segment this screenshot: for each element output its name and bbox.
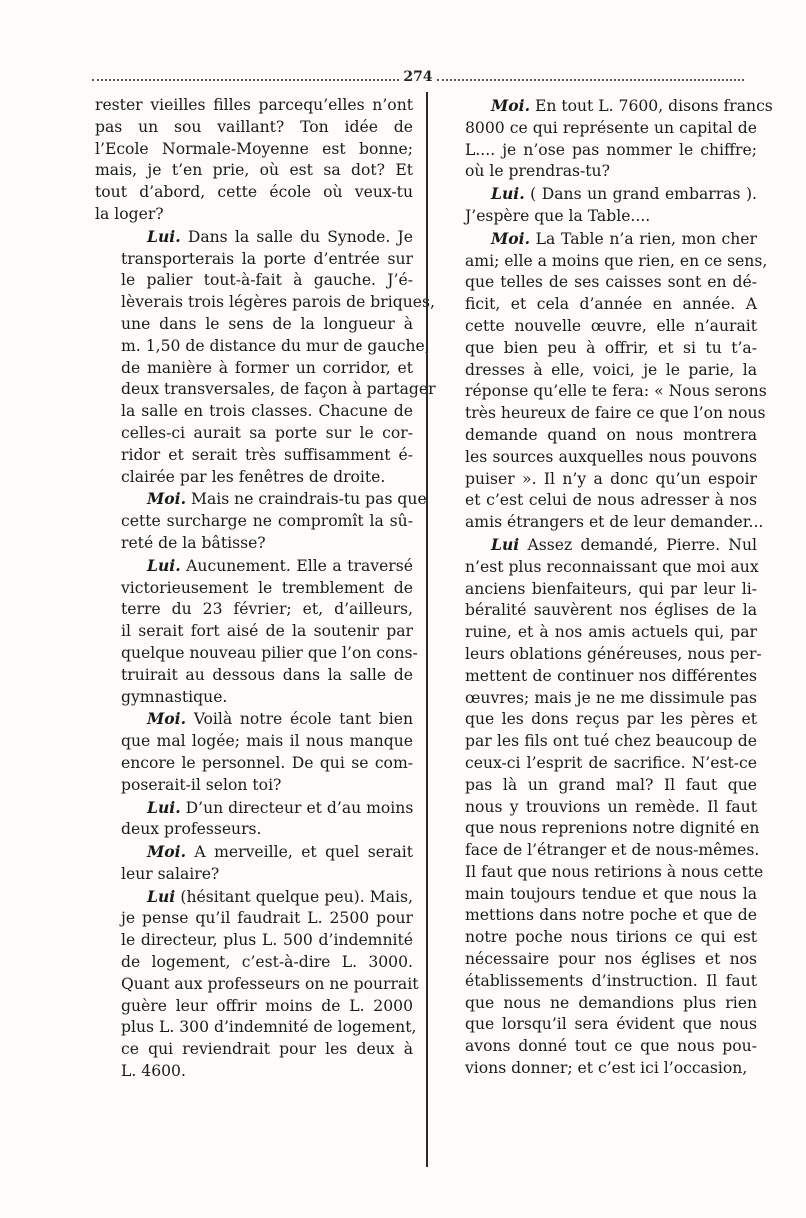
speaker-label: Lui. xyxy=(147,797,181,817)
text-line: Lui. D’un directeur et d’au moins xyxy=(147,797,414,817)
right-column xyxy=(439,95,773,1080)
text-line: cette nouvelle œuvre, elle n’aurait xyxy=(465,316,757,335)
text-line: Il faut que nous retirions à nous cette xyxy=(465,862,764,881)
text-line: face de l’étranger et de nous-mêmes. xyxy=(465,841,760,860)
text-line: Moi. La Table n’a rien, mon cher xyxy=(491,228,757,248)
speaker-label: Lui. xyxy=(147,226,181,246)
text-line: terre du 23 février; et, d’ailleurs, xyxy=(121,600,413,619)
text-line: 8000 ce qui représente un capital de xyxy=(465,118,757,137)
text-line: où le prendras-tu? xyxy=(465,162,610,181)
text-line: cette surcharge ne compromît la sû- xyxy=(121,512,413,531)
text-line: ficit, et cela d’année en année. A xyxy=(465,295,757,314)
text-line: établissements d’instruction. Il faut xyxy=(465,971,757,990)
speaker-label: Moi. xyxy=(147,489,187,509)
paragraph xyxy=(95,226,436,489)
text-line: réponse qu’elle te fera: « Nous serons xyxy=(465,382,767,401)
text-line: mettions dans notre poche et que de xyxy=(465,906,757,925)
text-line: avons donné tout ce que nous pou- xyxy=(465,1037,757,1056)
text-line: pas un sou vaillant? Ton idée de xyxy=(95,117,413,136)
paragraph xyxy=(439,228,768,534)
page-header xyxy=(92,66,744,88)
text-line: demande quand on nous montrera xyxy=(465,425,757,444)
speaker-label: Lui. xyxy=(147,555,181,575)
text-line: leurs oblations généreuses, nous per- xyxy=(465,644,762,663)
text-line: victorieusement le tremblement de xyxy=(121,578,413,597)
text-line: Moi. A merveille, et quel serait xyxy=(147,842,413,862)
text-line: ami; elle a moins que rien, en ce sens, xyxy=(465,251,768,270)
speaker-label: Lui. xyxy=(491,184,525,204)
text-line: très heureux de faire ce que l’on nous xyxy=(465,404,766,423)
text-line: notre poche nous tirions ce qui est xyxy=(465,928,757,947)
text-line: de manière à former un corridor, et xyxy=(121,358,413,377)
text-line: une dans le sens de la longueur à xyxy=(121,314,413,333)
text-line: Moi. Mais ne craindrais-tu pas que xyxy=(147,489,427,509)
text-line: anciens bienfaiteurs, qui par leur li- xyxy=(465,579,757,598)
text-line: Lui (hésitant quelque peu). Mais, xyxy=(147,886,413,906)
text-line: L.... je n’ose pas nommer le chiffre; xyxy=(465,140,757,159)
text-line: rester vieilles filles parcequ’elles n’ont xyxy=(95,96,413,114)
paragraph xyxy=(95,797,413,842)
paragraph xyxy=(95,555,418,709)
text-line: ridor et serait très suffisamment é- xyxy=(121,445,413,464)
text-line: par les fils ont tué chez beaucoup de xyxy=(465,732,757,751)
text-line: J’espère que la Table.... xyxy=(465,206,651,225)
text-line: ceux-ci l’esprit de sacrifice. N’est-ce xyxy=(465,753,757,772)
text-line: le palier tout-à-fait à gauche. J’é- xyxy=(121,271,413,290)
speaker-label: Moi. xyxy=(491,228,531,248)
paragraph xyxy=(95,708,413,796)
text-line: il serait fort aisé de la soutenir par xyxy=(121,622,413,641)
text-line: mais, je t’en prie, où est sa dot? Et xyxy=(95,161,413,180)
speaker-label: Moi. xyxy=(491,96,531,115)
text-line: Moi. Voilà notre école tant bien xyxy=(147,709,413,729)
header-rule-right xyxy=(437,79,744,81)
text-line: n’est plus reconnaissant que moi aux xyxy=(465,557,759,576)
text-line: que nous reprenions notre dignité en xyxy=(465,819,760,838)
text-line: gymnastique. xyxy=(121,687,228,706)
speaker-label: Moi. xyxy=(147,709,187,729)
text-line: guère leur offrir moins de L. 2000 xyxy=(121,996,413,1015)
text-line: et c’est celui de nous adresser à nos xyxy=(465,491,757,510)
text-line: que mal logée; mais il nous manque xyxy=(121,732,413,751)
paragraph xyxy=(439,534,764,1080)
text-line: vions donner; et c’est ici l’occasion, xyxy=(465,1059,748,1078)
text-line: que bien peu à offrir, et si tu t’a- xyxy=(465,338,757,357)
text-line: que telles de ses caisses sont en dé- xyxy=(465,273,757,292)
page-number: 274 xyxy=(403,69,433,85)
text-line: la salle en trois classes. Chacune de xyxy=(121,402,413,421)
paragraph xyxy=(439,95,773,183)
text-line: œuvres; mais je ne me dissimule pas xyxy=(465,688,757,707)
text-line: deux professeurs. xyxy=(121,820,262,839)
text-line: quelque nouveau pilier que l’on cons- xyxy=(121,643,418,662)
column-divider xyxy=(426,92,428,1167)
text-line: ruine, et à nos amis actuels qui, par xyxy=(465,623,757,642)
text-line: mettent de continuer nos différentes xyxy=(465,666,757,685)
text-line: pas là un grand mal? Il faut que xyxy=(465,775,757,794)
paragraph xyxy=(95,95,413,226)
text-line: ce qui reviendrait pour les deux à xyxy=(121,1040,413,1059)
header-rule-left xyxy=(92,79,399,81)
text-line: dresses à elle, voici, je le parie, la xyxy=(465,360,757,379)
text-line: Lui. Dans la salle du Synode. Je xyxy=(147,226,413,246)
text-line: reté de la bâtisse? xyxy=(121,533,266,552)
text-line: que nous ne demandions plus rien xyxy=(465,993,757,1012)
text-line: Lui. Aucunement. Elle a traversé xyxy=(147,555,413,575)
text-line: deux transversales, de façon à partager xyxy=(121,380,436,399)
text-line: que lorsqu’il sera évident que nous xyxy=(465,1015,757,1034)
text-line: Quant aux professeurs on ne pourrait xyxy=(121,974,419,993)
text-line: béralité sauvèrent nos églises de la xyxy=(465,601,757,620)
text-line: puiser ». Il n’y a donc qu’un espoir xyxy=(465,469,757,488)
left-column xyxy=(95,95,436,1083)
text-line: le directeur, plus L. 500 d’indemnité xyxy=(121,931,413,950)
text-line: tout d’abord, cette école où veux-tu xyxy=(95,183,413,202)
speaker-label: Lui xyxy=(147,886,176,906)
text-line: amis étrangers et de leur demander... xyxy=(465,513,764,532)
text-line: celles-ci aurait sa porte sur le cor- xyxy=(121,423,413,442)
text-line: truirait au dessous dans la salle de xyxy=(121,665,413,684)
speaker-label: Moi. xyxy=(147,842,187,862)
text-line: que les dons reçus par les pères et xyxy=(465,710,757,729)
text-line: nécessaire pour nos églises et nos xyxy=(465,950,757,969)
paragraph xyxy=(95,886,419,1083)
text-line: de logement, c’est-à-dire L. 3000. xyxy=(121,953,413,972)
speaker-label: Lui xyxy=(491,534,520,554)
text-line: nous y trouvions un remède. Il faut xyxy=(465,797,757,816)
text-line: L. 4600. xyxy=(121,1062,186,1081)
text-line: l’Ecole Normale-Moyenne est bonne; xyxy=(95,139,413,158)
text-line: lèverais trois légères parois de briques, xyxy=(121,293,435,312)
text-line: poserait-il selon toi? xyxy=(121,775,282,794)
text-line: je pense qu’il faudrait L. 2500 pour xyxy=(121,909,413,928)
text-line: transporterais la porte d’entrée sur xyxy=(121,249,413,268)
paragraph xyxy=(95,488,427,554)
text-line: les sources auxquelles nous pouvons xyxy=(465,447,757,466)
text-line: encore le personnel. De qui se com- xyxy=(121,753,413,772)
text-line: Lui Assez demandé, Pierre. Nul xyxy=(491,534,757,554)
text-line: leur salaire? xyxy=(121,864,220,883)
paragraph xyxy=(439,183,757,228)
text-line: main toujours tendue et que nous la xyxy=(465,884,757,903)
text-line: plus L. 300 d’indemnité de logement, xyxy=(121,1018,417,1037)
text-line: clairée par les fenêtres de droite. xyxy=(121,467,386,486)
text-line: la loger? xyxy=(95,204,164,223)
text-line: Lui. ( Dans un grand embarras ). xyxy=(491,184,757,204)
text-line: m. 1,50 de distance du mur de gauche, xyxy=(121,336,430,355)
paragraph xyxy=(95,841,413,886)
text-line: Moi. En tout L. 7600, disons francs xyxy=(491,96,773,115)
